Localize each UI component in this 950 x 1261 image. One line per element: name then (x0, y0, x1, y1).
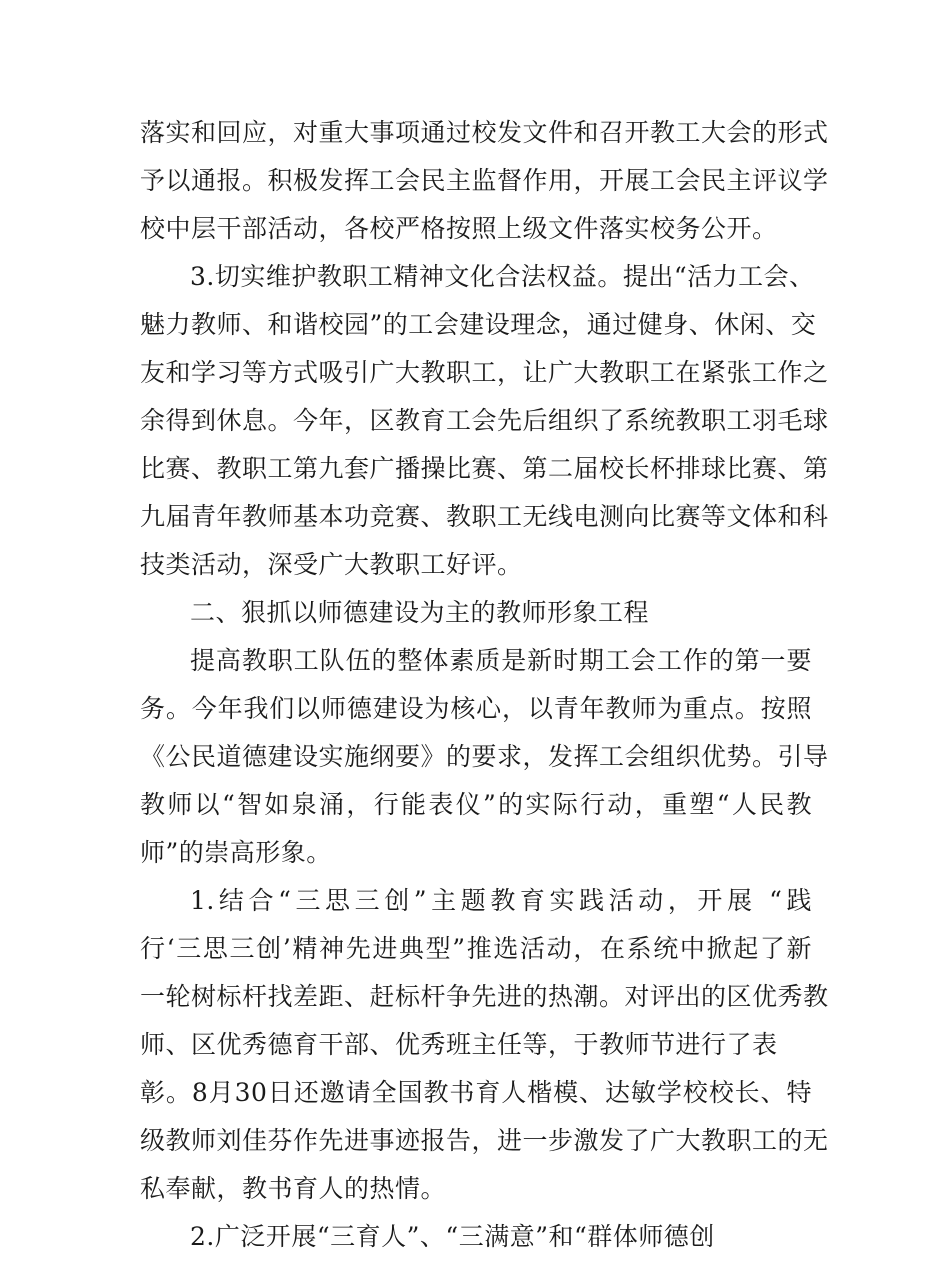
text-line: 落实和回应，对重大事项通过校发文件和召开教工大会的形式 (140, 118, 829, 147)
text-line: 3.切实维护教职工精神文化合法权益。提出“活力工会、 (190, 262, 815, 291)
text-line: 级教师刘佳芬作先进事迹报告，进一步激发了广大教职工的无 (140, 1126, 829, 1155)
text-line: 技类活动，深受广大教职工好评。 (140, 550, 523, 579)
text-line: 予以通报。积极发挥工会民主监督作用，开展工会民主评议学 (140, 166, 829, 195)
text-line: 友和学习等方式吸引广大教职工，让广大教职工在紧张工作之 (140, 358, 829, 387)
text-line: 比赛、教职工第九套广播操比赛、第二届校长杯排球比赛、第 (140, 454, 829, 483)
text-line: 二、狠抓以师德建设为主的教师形象工程 (190, 598, 650, 627)
text-line: 《公民道德建设实施纲要》的要求，发挥工会组织优势。引导 (140, 742, 829, 771)
text-line: 一轮树标杆找差距、赶标杆争先进的热潮。对评出的区优秀教 (140, 982, 829, 1011)
text-line: 彰。8月30日还邀请全国教书育人楷模、达敏学校校长、特 (140, 1078, 812, 1107)
text-line: 私奉献，教书育人的热情。 (140, 1174, 447, 1203)
text-line: 1.结合“三思三创”主题教育实践活动，开展 “践 (190, 886, 812, 915)
text-line: 师、区优秀德育干部、优秀班主任等，于教师节进行了表 (140, 1030, 778, 1059)
text-line: 魅力教师、和谐校园”的工会建设理念，通过健身、休闲、交 (140, 310, 817, 339)
text-line: 师”的崇高形象。 (140, 838, 332, 867)
document-page (140, 109, 829, 1261)
text-line: 余得到休息。今年，区教育工会先后组织了系统教职工羽毛球 (140, 406, 829, 435)
text-line: 提高教职工队伍的整体素质是新时期工会工作的第一要 (190, 646, 812, 675)
text-line: 2.广泛开展“三育人”、“三满意”和“群体师德创 (190, 1222, 715, 1251)
text-line: 务。今年我们以师德建设为核心，以青年教师为重点。按照 (140, 694, 812, 723)
text-line: 九届青年教师基本功竞赛、教职工无线电测向比赛等文体和科 (140, 502, 829, 531)
text-line: 行‘三思三创’精神先进典型”推选活动，在系统中掀起了新 (140, 934, 812, 963)
text-line: 教师以“智如泉涌，行能表仪”的实际行动，重塑“人民教 (140, 790, 812, 819)
text-line: 校中层干部活动，各校严格按照上级文件落实校务公开。 (140, 214, 778, 243)
